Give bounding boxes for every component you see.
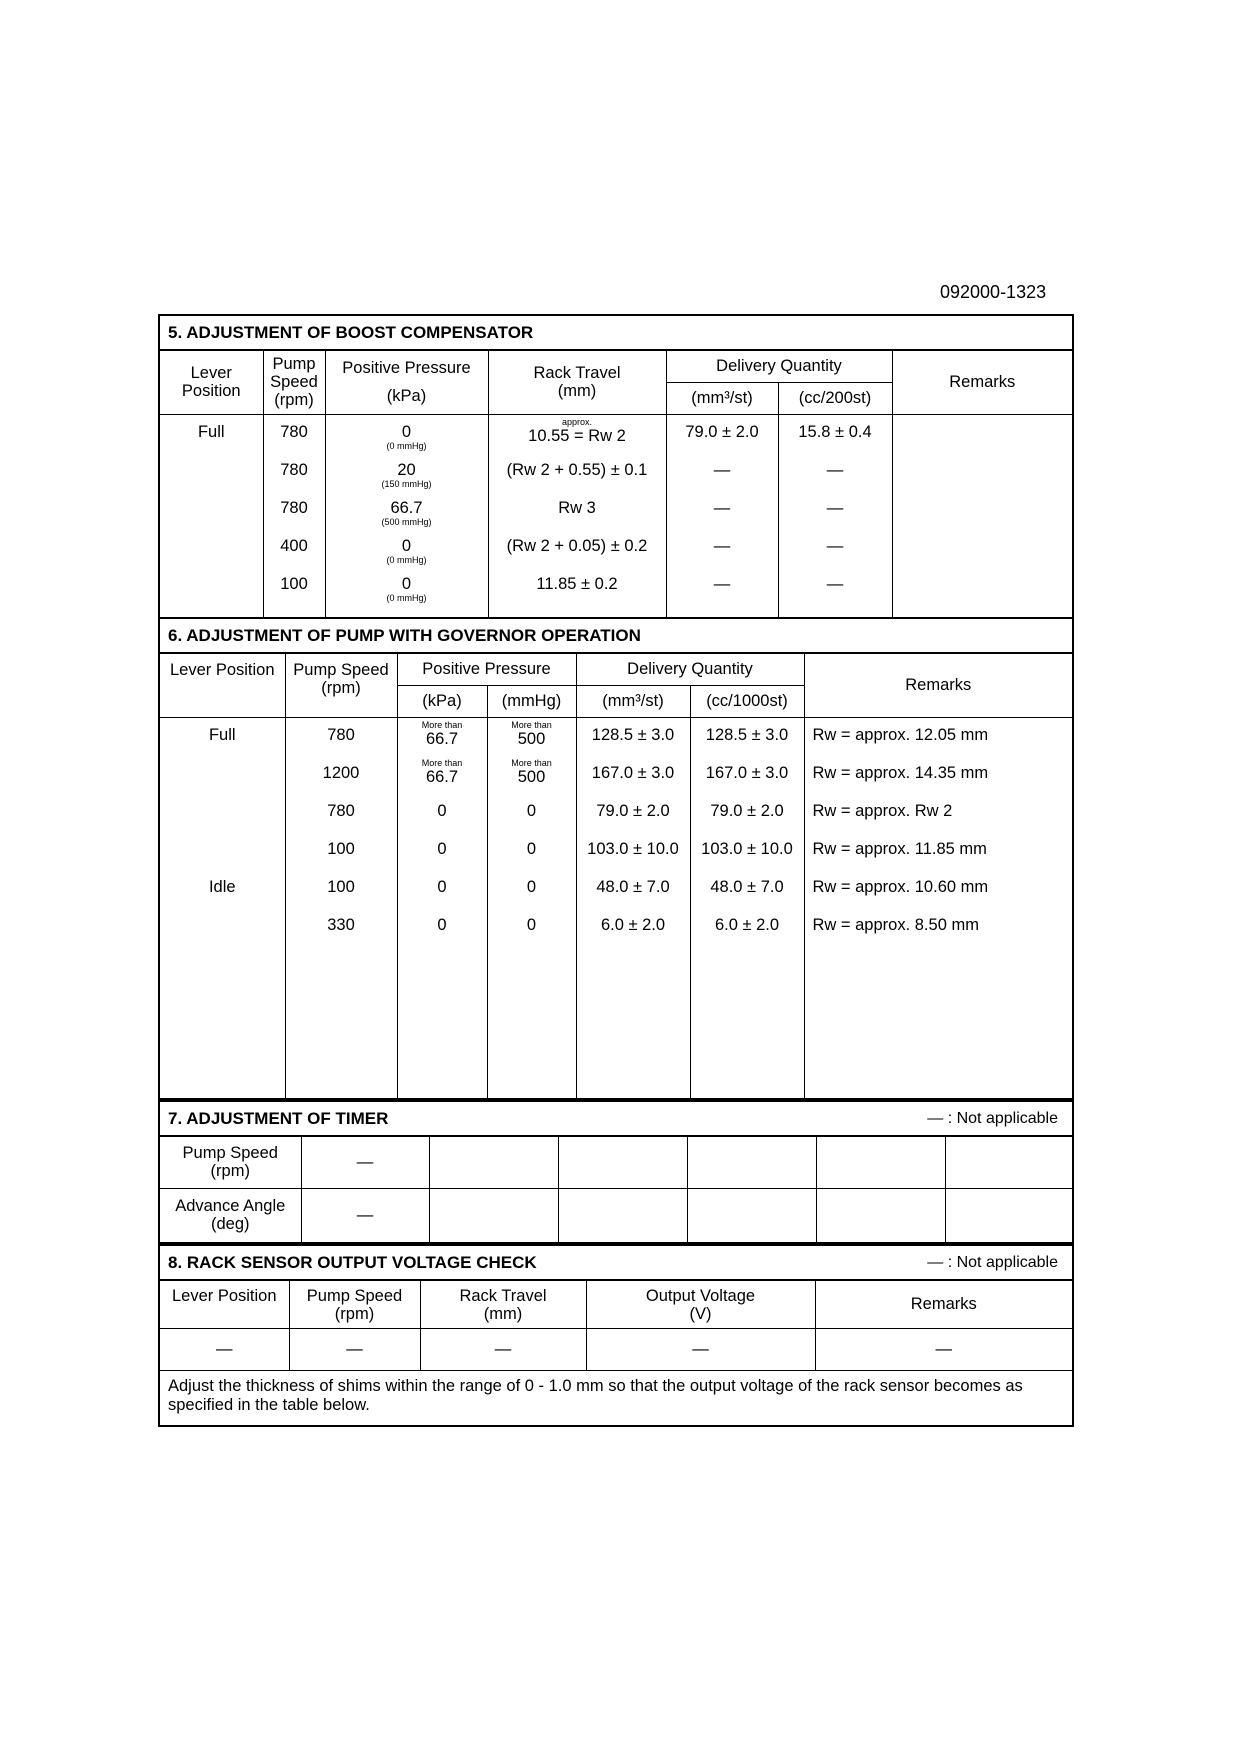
delivery-2-column: 128.5 ± 3.0 167.0 ± 3.0 79.0 ± 2.0 103.0 ± 10.0 48.0 ± 7.0 6.0 ± 2.0 bbox=[690, 717, 804, 1099]
timer-table bbox=[158, 1100, 1074, 1244]
header-pump-speed: Pump Speed (rpm) bbox=[263, 350, 325, 414]
lever-column: Full bbox=[159, 414, 263, 618]
timer-advance-angle-label: Advance Angle (deg) bbox=[159, 1188, 301, 1243]
header-delivery-unit-2: (cc/1000st) bbox=[690, 685, 804, 717]
timer-pump-speed-label: Pump Speed (rpm) bbox=[159, 1136, 301, 1188]
header-pump-speed: Pump Speed (rpm) bbox=[289, 1280, 420, 1328]
delivery-2-column: 15.8 ± 0.4 — — — — bbox=[778, 414, 892, 618]
header-delivery-unit-1: (mm³/st) bbox=[576, 685, 690, 717]
timer-pump-speed-value: — bbox=[301, 1136, 429, 1188]
rack-sensor-table bbox=[158, 1244, 1074, 1427]
header-kpa: (kPa) bbox=[397, 685, 487, 717]
governor-operation-table bbox=[158, 619, 1074, 1100]
header-delivery-unit-1: (mm³/st) bbox=[666, 382, 778, 414]
header-delivery-unit-2: (cc/200st) bbox=[778, 382, 892, 414]
document-number: 092000-1323 bbox=[940, 282, 1047, 302]
value-pump-speed: — bbox=[289, 1328, 420, 1370]
pressure-column: 0 (0 mmHg) 20 (150 mmHg) 66.7 (500 mmHg) 0 (0 mmHg) 0 (0 mmHg) bbox=[325, 414, 488, 618]
timer-advance-angle-value: — bbox=[301, 1188, 429, 1243]
rack-travel-column: approx. 10.55 = Rw 2 (Rw 2 + 0.55) ± 0.1 Rw 3 (Rw 2 + 0.05) ± 0.2 11.85 ± 0.2 bbox=[488, 414, 666, 618]
header-output-voltage: Output Voltage (V) bbox=[586, 1280, 815, 1328]
header-pump-speed: Pump Speed (rpm) bbox=[285, 653, 397, 717]
kpa-column: More than 66.7 More than 66.7 0 0 0 0 bbox=[397, 717, 487, 1099]
header-positive-pressure: Positive Pressure bbox=[397, 653, 576, 685]
header-lever-position: Lever Position bbox=[159, 350, 263, 414]
header-rack-travel: Rack Travel (mm) bbox=[488, 350, 666, 414]
remarks-column: Rw = approx. 12.05 mm Rw = approx. 14.35 mm Rw = approx. Rw 2 Rw = approx. 11.85 mm Rw = approx. 10.60 mm Rw = approx. 8.50 mm bbox=[804, 717, 1073, 1099]
delivery-1-column: 128.5 ± 3.0 167.0 ± 3.0 79.0 ± 2.0 103.0 ± 10.0 48.0 ± 7.0 6.0 ± 2.0 bbox=[576, 717, 690, 1099]
mmhg-column: More than 500 More than 500 0 0 0 0 bbox=[487, 717, 576, 1099]
header-remarks: Remarks bbox=[815, 1280, 1073, 1328]
section-7-title: 7. ADJUSTMENT OF TIMER — : Not applicable bbox=[159, 1101, 1073, 1136]
value-remarks: — bbox=[815, 1328, 1073, 1370]
speed-column: 780 780 780 400 100 bbox=[263, 414, 325, 618]
section-5-title: 5. ADJUSTMENT OF BOOST COMPENSATOR bbox=[159, 315, 1073, 350]
header-lever-position: Lever Position bbox=[159, 1280, 289, 1328]
value-output-voltage: — bbox=[586, 1328, 815, 1370]
value-lever-position: — bbox=[159, 1328, 289, 1370]
lever-column: Full Idle bbox=[159, 717, 285, 1099]
section-8-title: 8. RACK SENSOR OUTPUT VOLTAGE CHECK — : Not applicable bbox=[159, 1245, 1073, 1280]
header-rack-travel: Rack Travel (mm) bbox=[420, 1280, 586, 1328]
header-delivery-quantity: Delivery Quantity bbox=[576, 653, 804, 685]
header-mmhg: (mmHg) bbox=[487, 685, 576, 717]
header-delivery-quantity: Delivery Quantity bbox=[666, 350, 892, 382]
value-rack-travel: — bbox=[420, 1328, 586, 1370]
specification-sheet bbox=[158, 314, 1074, 1427]
header-positive-pressure: Positive Pressure (kPa) bbox=[325, 350, 488, 414]
header-remarks: Remarks bbox=[804, 653, 1073, 717]
section-6-title: 6. ADJUSTMENT OF PUMP WITH GOVERNOR OPERATION bbox=[159, 619, 1073, 653]
shim-adjustment-note: Adjust the thickness of shims within the range of 0 - 1.0 mm so that the output voltage of the rack sensor becomes as specified in the table below. bbox=[159, 1370, 1073, 1426]
remarks-column bbox=[892, 414, 1073, 618]
delivery-1-column: 79.0 ± 2.0 — — — — bbox=[666, 414, 778, 618]
header-remarks: Remarks bbox=[892, 350, 1073, 414]
header-lever-position: Lever Position bbox=[159, 653, 285, 717]
speed-column: 780 1200 780 100 100 330 bbox=[285, 717, 397, 1099]
boost-compensator-table bbox=[158, 314, 1074, 619]
